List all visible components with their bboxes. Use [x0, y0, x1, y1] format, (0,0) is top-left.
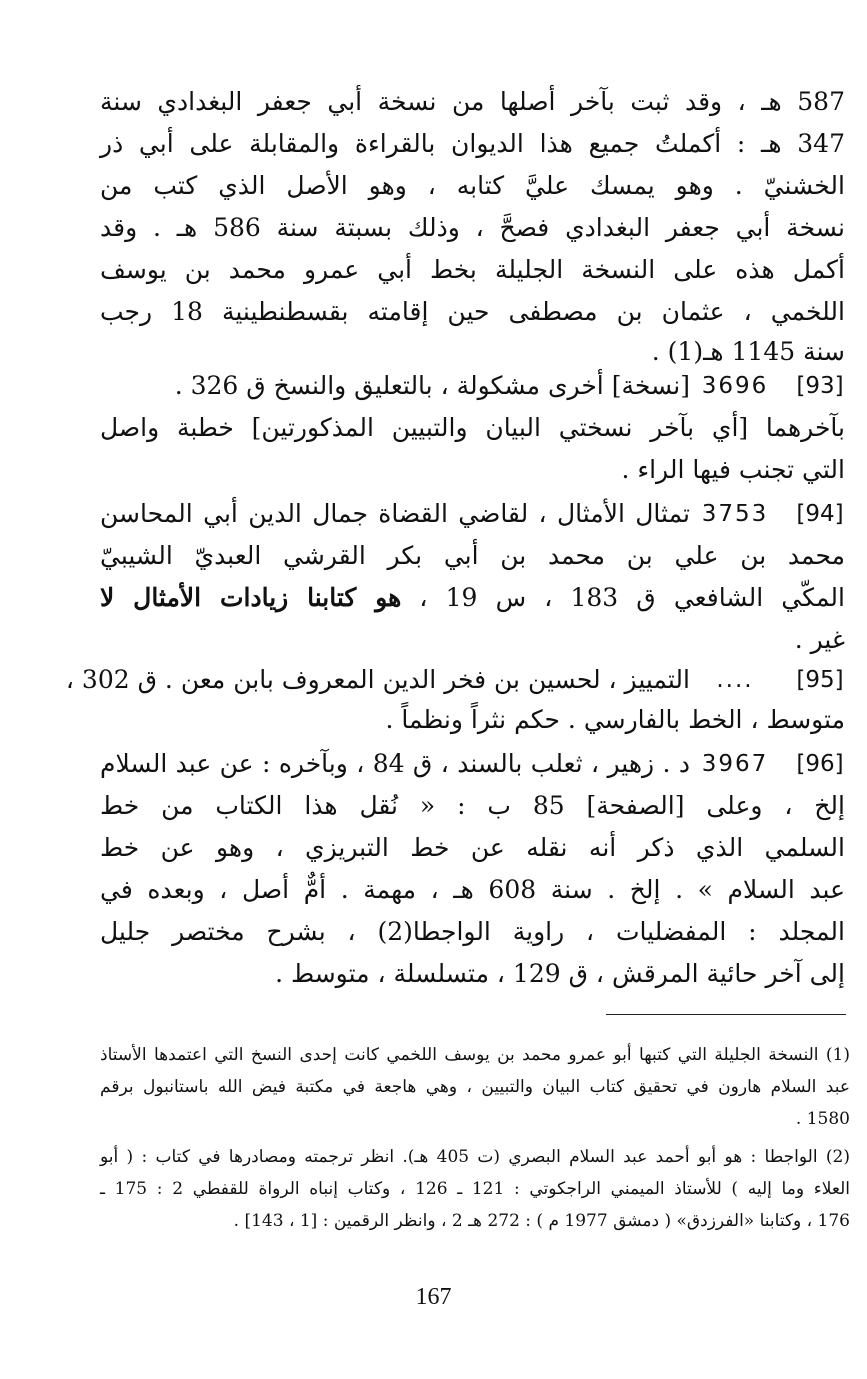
footnote-line: 176 ، وكتابنا «الفرزدق» ( دمشق 1977 م ) : 272 هـ 2 ، وانظر الرقمين : [1 ، 143] .	[233, 1211, 850, 1231]
entry-number: ....	[716, 667, 754, 693]
footnote-separator	[606, 1014, 846, 1015]
text-line: إلخ ، وعلى [الصفحة] 85 ب : « نُقل هذا الكتاب من خط	[100, 791, 845, 820]
text-line: الخشنيّ . وهو يمسك عليَّ كتابه ، وهو الأصل الذي كتب من	[100, 171, 845, 200]
footnote-line: عبد السلام هارون في تحقيق كتاب البيان والتبيين ، وهي هاجعة في مكتبة فيض الله باستانبول برقم	[100, 1077, 850, 1097]
footnote-line: 1580 .	[795, 1109, 850, 1129]
entry-ref: [96]	[796, 751, 844, 777]
footnote-line: العلاء وما إليه ) للأستاذ الميمني الراجكوتي : 121 ـ 126 ، وكتاب إنباه الرواة للقفطي 2 : 175 ـ	[100, 1179, 850, 1199]
entry-number: 3753	[701, 501, 769, 527]
text-line: متوسط ، الخط بالفارسي . حكم نثراً ونظماً .	[385, 705, 845, 734]
text-line: 347 هـ : أكملتُ جميع هذا الديوان بالقراءة والمقابلة على أبي ذر	[100, 129, 845, 158]
entry-ref: [95]	[796, 667, 844, 693]
text-line: بآخرهما [أي بآخر نسختي البيان والتبيين المذكورتين] خطبة واصل	[100, 413, 845, 442]
entry-text: المكّي الشافعي ق 183 ، س 19 ،	[401, 583, 845, 612]
entry-number: 3696	[701, 373, 769, 399]
text-line: التمييز ، لحسين بن فخر الدين المعروف بابن معن . ق 302 ،	[65, 665, 690, 694]
text-line: أكمل هذه على النسخة الجليلة بخط أبي عمرو محمد بن يوسف	[100, 255, 845, 284]
text-line: إلى آخر حائية المرقش ، ق 129 ، متسلسلة ، متوسط .	[275, 959, 845, 988]
text-line: تمثال الأمثال ، لقاضي القضاة جمال الدين أبي المحاسن	[100, 499, 690, 528]
text-line: عبد السلام » . إلخ . سنة 608 هـ ، مهمة . أمٌّ أصل ، وبعده في	[100, 875, 845, 904]
entry-ref: [93]	[796, 373, 844, 399]
text-line: [نسخة] أخرى مشكولة ، بالتعليق والنسخ ق 326 .	[174, 371, 690, 400]
text-line: المجلد : المفضليات ، راوية الواجطا(2) ، بشرح مختصر جليل	[100, 917, 845, 946]
text-line: محمد بن علي بن محمد بن أبي بكر القرشي العبديّ الشيبيّ	[100, 541, 845, 570]
text-line: التي تجنب فيها الراء .	[621, 455, 845, 484]
text-line: غير .	[794, 625, 845, 654]
text-line: سنة 1145 هـ(1) .	[651, 337, 845, 366]
page-number: 167	[415, 1284, 452, 1310]
bold-phrase: هو كتابنا زيادات الأمثال لا	[100, 583, 402, 612]
footnote-line: (2) الواجطا : هو أبو أحمد عبد السلام البصري (ت 405 هـ). انظر ترجمته ومصادرها في كتاب : ( أبو	[100, 1147, 850, 1167]
entry-ref: [94]	[796, 501, 844, 527]
text-line: نسخة أبي جعفر البغدادي فصحَّ ، وذلك بسبتة سنة 586 هـ . وقد	[100, 213, 845, 242]
text-line: د . زهير ، ثعلب بالسند ، ق 84 ، وبآخره : عن عبد السلام	[100, 749, 690, 778]
footnote-line: (1) النسخة الجليلة التي كتبها أبو عمرو محمد بن يوسف اللخمي كانت إحدى النسخ التي اعتمدها الأستاذ	[100, 1045, 850, 1065]
text-line: اللخمي ، عثمان بن مصطفى حين إقامته بقسطنطينية 18 رجب	[100, 297, 845, 326]
text-line: السلمي الذي ذكر أنه نقله عن خط التبريزي ، وهو عن خط	[100, 833, 845, 862]
text-line	[100, 578, 845, 618]
text-line: 587 هـ ، وقد ثبت بآخر أصلها من نسخة أبي جعفر البغدادي سنة	[100, 87, 845, 116]
entry-number: 3967	[701, 751, 769, 777]
